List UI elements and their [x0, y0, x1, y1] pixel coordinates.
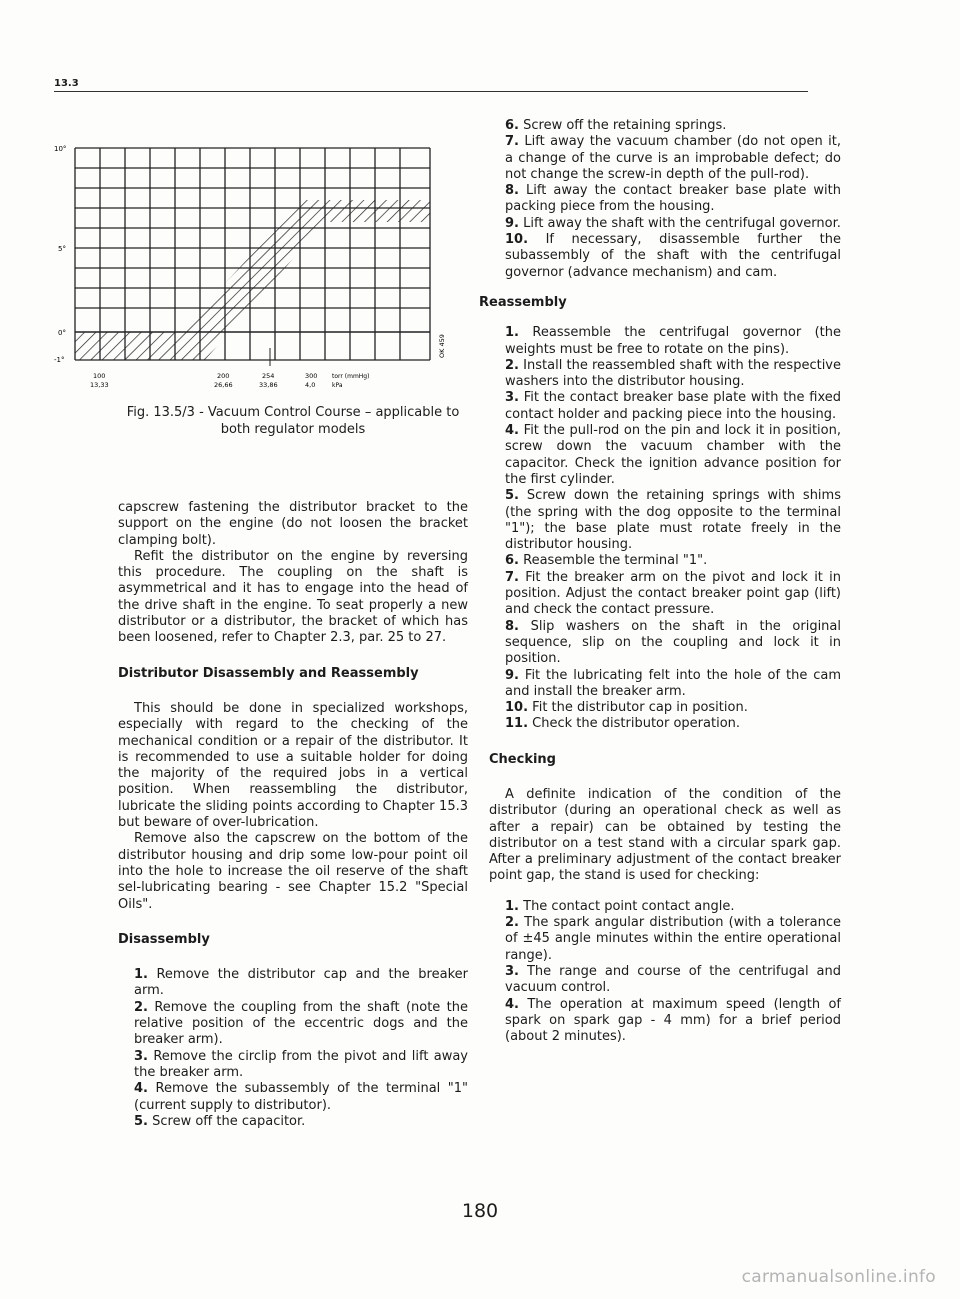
list-item-number: 5.: [505, 488, 519, 504]
section-heading: Reassembly: [479, 294, 567, 310]
list-item: [489, 619, 841, 668]
list-item-text: Reasemble the terminal "1".: [523, 553, 708, 569]
list-item-number: 8.: [505, 183, 519, 199]
list-item-text: Check the distributor operation.: [532, 716, 741, 732]
list-item-text: Lift away the shaft with the centrifugal governor.: [523, 215, 841, 231]
list-item-text: Fit the distributor cap in position.: [532, 700, 748, 716]
vacuum-control-graph: [50, 140, 460, 390]
list-item-number: 10.: [505, 700, 529, 716]
x-tick-label-kpa: 13,33: [90, 381, 109, 389]
list-item-text: Remove the subassembly of the terminal "1" (current supply to distributor).: [134, 1081, 469, 1113]
list-item-number: 3.: [505, 390, 519, 406]
list-item-text: Fit the pull-rod on the pin and lock it in position, screw down the vacuum chamber with the capacitor. Check the ignition advance position for the first cylinder.: [505, 423, 841, 487]
list-item: [118, 967, 468, 1000]
left-column: [118, 500, 468, 1130]
tolerance-band: [75, 200, 430, 360]
list-item-number: 9.: [505, 215, 519, 231]
paragraph: capscrew fastening the distributor bracket to the support on the engine (do not loosen the bracket clamping bolt).: [118, 500, 468, 548]
list-item-number: 3.: [505, 963, 519, 979]
list-item-number: 9.: [505, 667, 519, 683]
list-item: [489, 118, 841, 134]
list-item: [489, 964, 841, 997]
list-item-text: Screw off the capacitor.: [152, 1113, 306, 1129]
list-item: [489, 488, 841, 553]
list-item-text: The spark angular distribution (with a tolerance of ±45 angle minutes within the entire operational range).: [505, 915, 841, 963]
list-item: [489, 134, 841, 183]
list-item-number: 4.: [505, 996, 519, 1012]
list-item-text: Remove the distributor cap and the breaker arm.: [134, 967, 468, 999]
list-item: [489, 183, 841, 216]
list-item-text: Remove the coupling from the shaft (note the relative position of the eccentric dogs and the breaker arm).: [134, 999, 469, 1048]
list-item-number: 2.: [134, 999, 148, 1015]
right-column: [479, 118, 841, 1045]
figure-caption: Fig. 13.5/3 - Vacuum Control Course – applicable to both regulator models: [126, 405, 460, 437]
figure-side-label: OK 459: [438, 334, 446, 358]
list-item-number: 1.: [505, 325, 519, 341]
list-item-text: Slip washers on the shaft in the original sequence, slip on the coupling and lock it in position.: [505, 618, 841, 667]
list-item: [489, 358, 841, 391]
x-tick-label-torr: 254: [262, 372, 275, 380]
section-number: 13.3: [54, 78, 79, 89]
list-item: [489, 216, 841, 232]
list-item: [489, 570, 841, 619]
list-item-text: If necessary, disassemble further the subassembly of the shaft with the centrifugal governor (advance mechanism) and cam.: [505, 232, 841, 280]
x-tick-label-kpa: 26,66: [214, 381, 233, 389]
list-item-text: The contact point contact angle.: [523, 898, 735, 914]
x-tick-label-kpa: 33,86: [259, 381, 278, 389]
list-item-number: 7.: [505, 134, 519, 150]
list-item: [489, 997, 841, 1046]
list-item-number: 2.: [505, 357, 519, 373]
list-item-text: Install the reassembled shaft with the respective washers into the distributor housing.: [505, 357, 841, 390]
list-item-text: The range and course of the centrifugal and vacuum control.: [505, 963, 841, 996]
list-item-number: 1.: [134, 967, 148, 983]
section-heading: Distributor Disassembly and Reassembly: [118, 665, 419, 681]
list-item: [489, 390, 841, 423]
list-item: [118, 1049, 468, 1082]
y-tick-label: -1°: [54, 356, 65, 364]
list-item-number: 4.: [134, 1081, 148, 1097]
vacuum-control-figure: [50, 140, 460, 390]
list-item-number: 11.: [505, 716, 529, 732]
y-tick-label: 10°: [54, 145, 67, 153]
list-item: [489, 423, 841, 488]
list-item-number: 2.: [505, 915, 519, 931]
watermark: carmanualsonline.info: [741, 1267, 936, 1287]
list-item-number: 3.: [134, 1048, 148, 1064]
list-item: [118, 1081, 468, 1114]
section-heading: Checking: [489, 751, 556, 767]
list-item-number: 1.: [505, 898, 519, 914]
list-item-text: Fit the lubricating felt into the hole of the cam and install the breaker arm.: [505, 667, 841, 699]
x-unit-kpa: kPa: [332, 382, 343, 389]
list-item-number: 6.: [505, 553, 519, 569]
paragraph: Refit the distributor on the engine by reversing this procedure. The coupling on the shaft is asymmetrical and it has to engage into the head of the drive shaft in the engine. To seat properly a new distributor or a distributor, the bracket of which has been loosened, refer to Chapter 2.3, par. 25 to 27.: [118, 548, 468, 646]
list-item-text: Screw off the retaining springs.: [523, 118, 727, 133]
list-item-text: Remove the circlip from the pivot and lift away the breaker arm.: [134, 1048, 468, 1080]
list-item: [118, 1114, 468, 1130]
list-item: [118, 1000, 468, 1049]
page-number: 180: [461, 1200, 499, 1222]
x-unit-torr: torr (mmHg): [332, 373, 370, 380]
paragraph: This should be done in specialized workshops, especially with regard to the checking of the mechanical condition or a repair of the distributor. It is recommended to use a suitable holder for doing the majority of the required jobs in a vertical position. When reassembling the distributor, lubricate the sliding points according to Chapter 15.3 but beware of over-lubrication.: [118, 700, 468, 831]
x-tick-label-torr: 200: [217, 372, 230, 380]
list-item-number: 6.: [505, 118, 519, 133]
x-tick-label-torr: 300: [305, 372, 318, 380]
section-heading: Disassembly: [118, 931, 210, 947]
paragraph: A definite indication of the condition of the distributor (during an operational check as well as after a repair) can be obtained by testing the distributor on a test stand with a circular spark gap. After a preliminary adjustment of the contact breaker point gap, the stand is used for checking:: [489, 786, 841, 884]
paragraph: Remove also the capscrew on the bottom of the distributor housing and drip some low-pour point oil into the hole to increase the oil reserve of the shaft sel-lubricating bearing - see Chapter 15.2 "Special Oils".: [118, 831, 468, 912]
list-item-number: 5.: [134, 1113, 148, 1129]
x-tick-label-kpa: 4,0: [305, 381, 316, 389]
list-item-text: Screw down the retaining springs with shims (the spring with the dog opposite to the terminal "1"); the base plate must rotate freely in the distributor housing.: [505, 488, 841, 553]
list-item: [489, 325, 841, 358]
list-item-text: Reassemble the centrifugal governor (the weights must be free to rotate on the pins).: [505, 325, 841, 357]
list-item: [489, 668, 841, 701]
list-item-number: 10.: [505, 232, 529, 248]
y-tick-label: 5°: [58, 245, 66, 253]
list-item: [489, 232, 841, 281]
list-item-text: Fit the breaker arm on the pivot and lock it in position. Adjust the contact breaker point gap (lift) and check the contact pressure.: [505, 569, 841, 618]
list-item-text: Fit the contact breaker base plate with the fixed contact holder and packing piece into the housing.: [505, 390, 841, 422]
list-item-text: Lift away the vacuum chamber (do not open it, a change of the curve is an improbable defect; do not change the screw-in depth of the pull-rod).: [505, 134, 841, 182]
header-rule: [54, 91, 808, 92]
list-item-number: 8.: [505, 618, 519, 634]
list-item: [489, 915, 841, 964]
list-item: [489, 716, 841, 732]
list-item-text: The operation at maximum speed (length of spark on spark gap - 4 mm) for a brief period (about 2 minutes).: [505, 996, 841, 1045]
list-item-number: 4.: [505, 423, 519, 439]
x-tick-label-torr: 100: [93, 372, 106, 380]
list-item-number: 7.: [505, 569, 519, 585]
list-item: [489, 899, 841, 915]
list-item-text: Lift away the contact breaker base plate with packing piece from the housing.: [505, 183, 841, 215]
y-tick-label: 0°: [58, 329, 66, 337]
list-item: [489, 553, 841, 569]
list-item: [489, 700, 841, 716]
